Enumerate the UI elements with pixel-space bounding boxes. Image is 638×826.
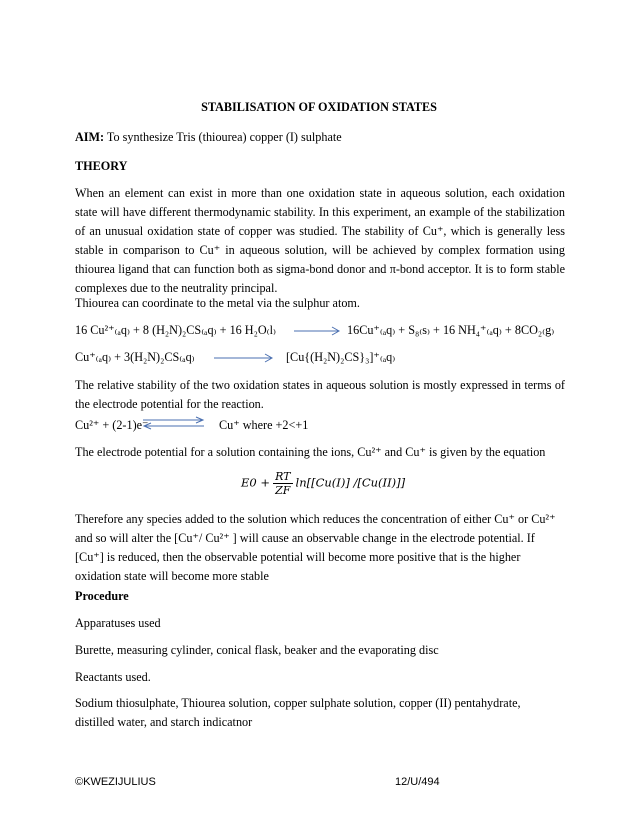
nernst-equation <box>241 470 405 497</box>
aim-label: AIM: <box>75 130 105 144</box>
footer-author: ©KWEZIJULIUS <box>75 776 156 788</box>
equation-1-right: 16Cu⁺₍ₐq₎ + S₈₍s₎ + 16 NH₄⁺₍ₐq₎ + 8CO₂₍g₎ <box>347 323 555 337</box>
theory-heading: THEORY <box>75 159 128 173</box>
page-title: STABILISATION OF OXIDATION STATES <box>201 100 437 114</box>
nernst-denominator: ZF <box>275 484 291 497</box>
aim-line <box>75 128 565 147</box>
equation-2-left: Cu⁺₍ₐq₎ + 3(H₂N)₂CS₍ₐq₎ <box>75 350 195 364</box>
nernst-numerator: RT <box>275 470 291 483</box>
apparatuses-heading: Apparatuses used <box>75 616 161 630</box>
nernst-fraction <box>273 470 292 497</box>
apparatuses-list: Burette, measuring cylinder, conical flask, beaker and the evaporating disc <box>75 643 439 657</box>
reactants-list: Sodium thiosulphate, Thiourea solution, copper sulphate solution, copper (II) pentahydrate, distilled water, and starch indicatnor <box>75 696 521 729</box>
reaction-arrow-icon <box>213 353 275 363</box>
equilibrium-arrow-icon <box>142 416 206 430</box>
theory-paragraph: When an element can exist in more than one oxidation state in aqueous solution, each oxidation state will have different thermodynamic stability. In this experiment, an example of the stabilization of an unusual oxidation state of copper was studied. The stability of Cu⁺, which is generally less stable in comparison to Cu⁺ in aqueous solution, will be achieved by complex formation using thiourea ligand that can function both as sigma-bond donor and π-bond acceptor. It is to form stable complexes due to the neutrality principal. <box>75 186 565 295</box>
footer-id: 12/U/494 <box>395 776 440 788</box>
aim-text: To synthesize Tris (thiourea) copper (I) sulphate <box>104 130 342 144</box>
equation-2-right: [Cu{(H₂N)₂CS}₃]⁺₍ₐq₎ <box>286 350 396 364</box>
therefore-paragraph: Therefore any species added to the solution which reduces the concentration of either Cu⁺ or Cu²⁺ and so will alter the [Cu⁺/ Cu²⁺ ] will cause an observable change in the electrode potential. If [Cu⁺] is reduced, then the observable potential will become more positive that is the higher oxidation state will become more stable <box>75 512 556 583</box>
equation-3-left: Cu²⁺ + (2-1)e⁻ <box>75 418 149 432</box>
nernst-log-term: ln[[Cu(I)] /[Cu(II)]] <box>295 475 406 490</box>
nernst-e0: E0 + <box>241 475 271 490</box>
thiourea-line: Thiourea can coordinate to the metal via the sulphur atom. <box>75 296 360 310</box>
reactants-heading: Reactants used. <box>75 670 151 684</box>
equation-1-left: 16 Cu²⁺₍ₐq₎ + 8 (H₂N)₂CS₍ₐq₎ + 16 H₂O₍l₎ <box>75 323 277 337</box>
equation-3-right: Cu⁺ where +2<+1 <box>219 418 309 432</box>
reaction-arrow-icon <box>293 326 343 336</box>
potential-line: The electrode potential for a solution containing the ions, Cu²⁺ and Cu⁺ is given by the equation <box>75 445 546 459</box>
procedure-heading: Procedure <box>75 589 129 603</box>
stability-paragraph: The relative stability of the two oxidation states in aqueous solution is mostly expressed in terms of the electrode potential for the reaction. <box>75 378 565 411</box>
